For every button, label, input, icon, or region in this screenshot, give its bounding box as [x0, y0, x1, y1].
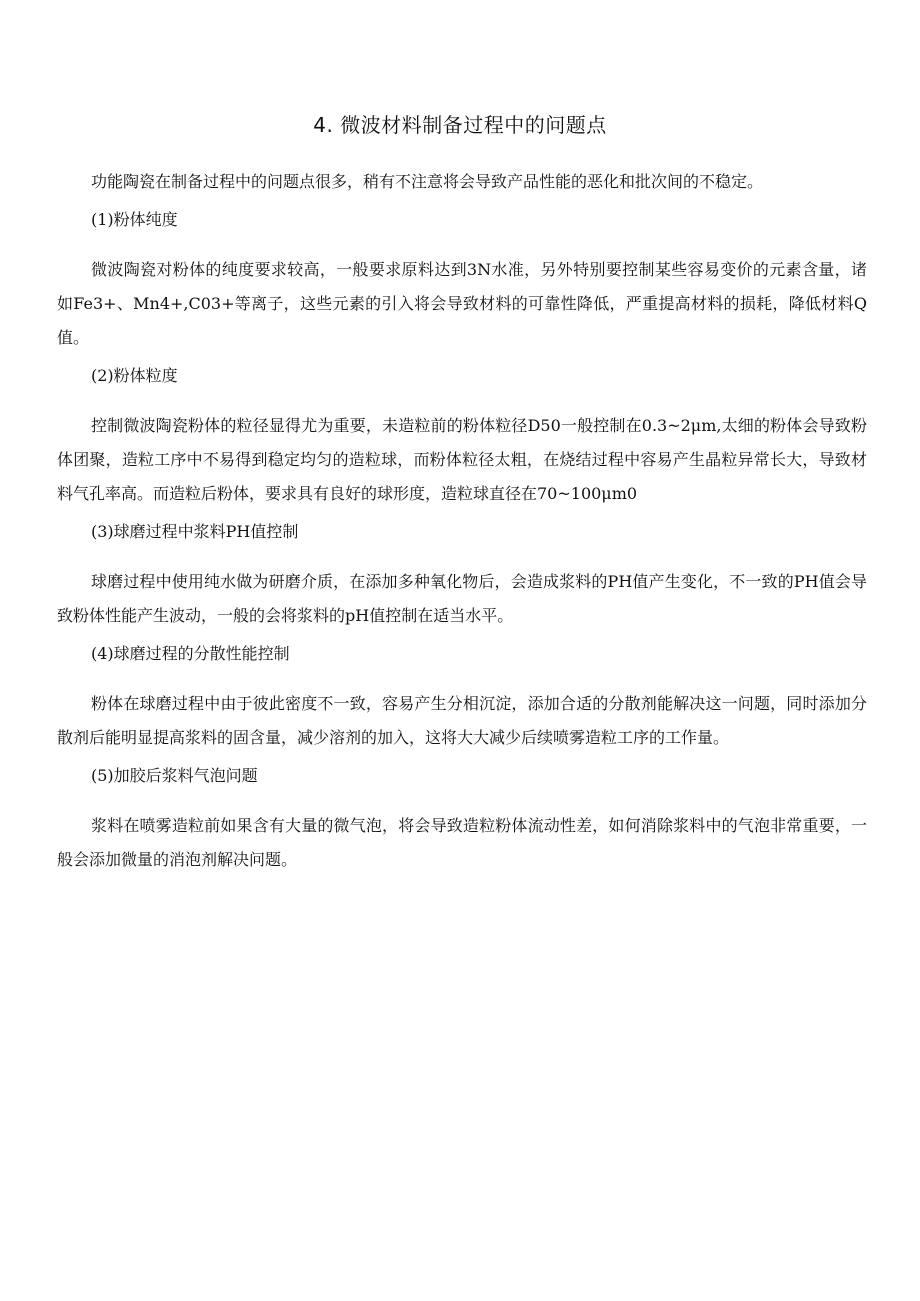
section-heading-dispersion-control: (4)球磨过程的分散性能控制 [91, 644, 290, 663]
section-body-powder-size: 控制微波陶瓷粉体的粒径显得尤为重要，未造粒前的粉体粒径D50一般控制在0.3~2μm,太细的粉体会导致粉体团聚，造粒工序中不易得到稳定均匀的造粒球，而粉体粒径太粗，在烧结过程中容易产生晶粒异常长大，导致材料气孔率高。而造粒后粉体，要求具有良好的球形度，造粒球直径在70~100μm0 [57, 416, 867, 503]
section-heading-powder-purity: (1)粉体纯度 [91, 210, 178, 229]
document-body [57, 165, 867, 877]
section-body-powder-purity: 微波陶瓷对粉体的纯度要求较高，一般要求原料达到3N水准，另外特别要控制某些容易变价的元素含量，诸如Fe3+、Mn4+,C03+等离子，这些元素的引入将会导致材料的可靠性降低，严重提高材料的损耗，降低材料Q值。 [57, 260, 867, 347]
section-heading-ph-control: (3)球磨过程中浆料PH值控制 [91, 522, 299, 541]
section-body-bubble-issue: 浆料在喷雾造粒前如果含有大量的微气泡，将会导致造粒粉体流动性差，如何消除浆料中的气泡非常重要，一般会添加微量的消泡剂解决问题。 [57, 816, 867, 869]
section-heading-powder-size: (2)粉体粒度 [91, 366, 178, 385]
intro-paragraph: 功能陶瓷在制备过程中的问题点很多，稍有不注意将会导致产品性能的恶化和批次间的不稳定。 [91, 172, 764, 191]
section-body-ph-control: 球磨过程中使用纯水做为研磨介质，在添加多种氧化物后，会造成浆料的PH值产生变化，不一致的PH值会导致粉体性能产生波动，一般的会将浆料的pH值控制在适当水平。 [57, 572, 867, 625]
section-body-dispersion-control: 粉体在球磨过程中由于彼此密度不一致，容易产生分相沉淀，添加合适的分散剂能解决这一问题，同时添加分散剂后能明显提高浆料的固含量，减少溶剂的加入，这将大大减少后续喷雾造粒工序的工作量。 [57, 694, 867, 747]
section-heading-bubble-issue: (5)加胶后浆料气泡问题 [91, 766, 258, 785]
page-title: 4. 微波材料制备过程中的问题点 [313, 113, 607, 137]
